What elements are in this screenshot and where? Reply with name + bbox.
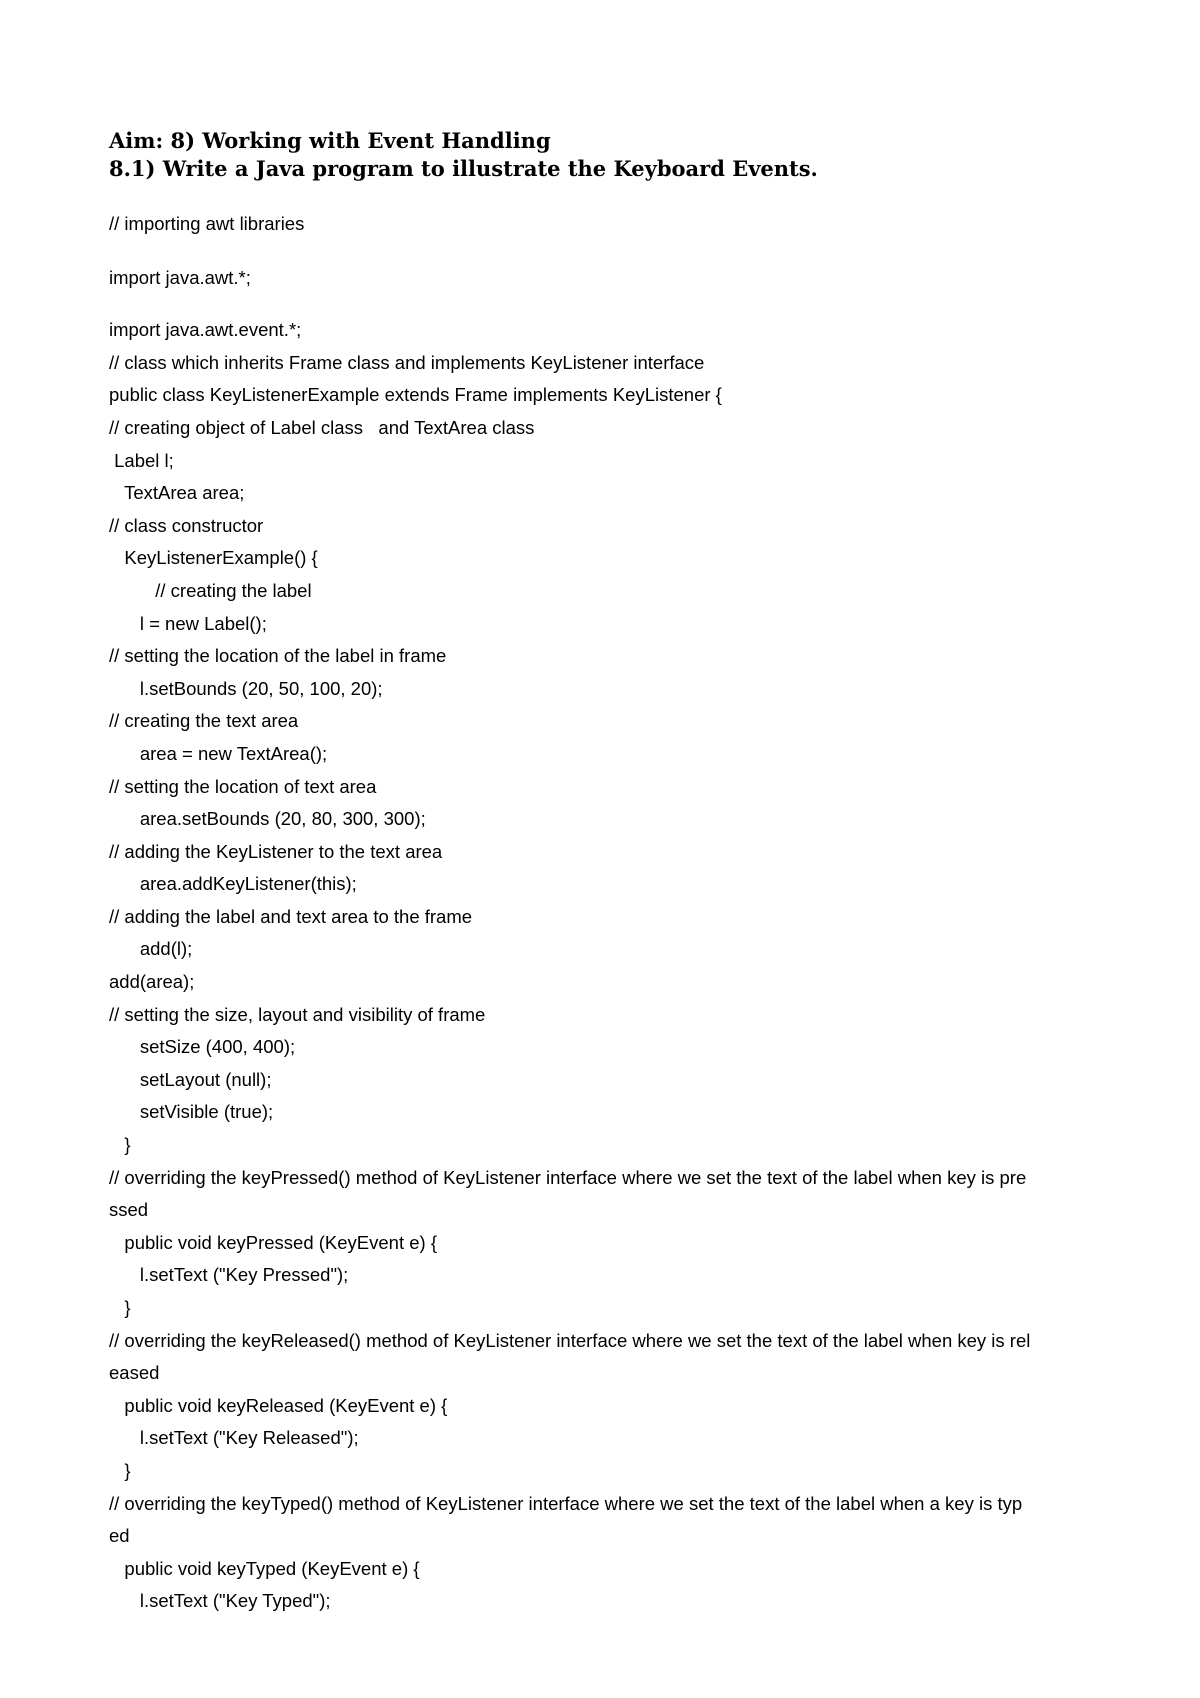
- code-line: add(area);: [109, 971, 195, 993]
- code-line: }: [109, 1134, 131, 1156]
- code-line: area.setBounds (20, 80, 300, 300);: [109, 808, 426, 830]
- code-line: import java.awt.*;: [109, 266, 251, 288]
- code-line: // overriding the keyTyped() method of KeyListener interface where we set the text of the label when a key is typ: [109, 1492, 1023, 1514]
- code-line: // setting the size, layout and visibility of frame: [109, 1003, 486, 1025]
- code-line: ssed: [109, 1199, 149, 1221]
- code-line: l.setText ("Key Typed");: [109, 1590, 331, 1612]
- code-line: l.setText ("Key Released");: [109, 1427, 359, 1449]
- code-line: public class KeyListenerExample extends Frame implements KeyListener {: [109, 384, 722, 406]
- code-line: TextArea area;: [109, 482, 245, 504]
- code-line: KeyListenerExample() {: [109, 547, 318, 569]
- code-line: area = new TextArea();: [109, 742, 328, 764]
- aim-heading: Aim: 8) Working with Event Handling: [109, 128, 551, 153]
- code-line: // overriding the keyReleased() method of KeyListener interface where we set the text of the label when key is rel: [109, 1329, 1031, 1351]
- code-line: l.setBounds (20, 50, 100, 20);: [109, 677, 383, 699]
- code-line: // setting the location of text area: [109, 775, 377, 797]
- code-line: // overriding the keyPressed() method of KeyListener interface where we set the text of the label when key is pre: [109, 1166, 1027, 1188]
- code-line: }: [109, 1297, 131, 1318]
- code-line: Label l;: [109, 449, 174, 471]
- code-line: // class constructor: [109, 514, 264, 536]
- code-line: public void keyPressed (KeyEvent e) {: [109, 1231, 438, 1253]
- code-line: import java.awt.event.*;: [109, 319, 302, 341]
- code-line: eased: [109, 1362, 160, 1384]
- code-line: l = new Label();: [109, 612, 267, 634]
- code-line: public void keyTyped (KeyEvent e) {: [109, 1557, 420, 1579]
- code-line: ed: [109, 1525, 130, 1547]
- code-line: // adding the KeyListener to the text area: [109, 840, 443, 862]
- code-line: setLayout (null);: [109, 1068, 272, 1090]
- task-heading: 8.1) Write a Java program to illustrate the Keyboard Events.: [109, 156, 818, 181]
- code-line: // class which inherits Frame class and implements KeyListener interface: [109, 351, 705, 373]
- code-line: // creating object of Label class and TextArea class: [109, 416, 535, 438]
- code-line: area.addKeyListener(this);: [109, 873, 357, 895]
- code-line: // importing awt libraries: [109, 213, 305, 234]
- code-line: // creating the text area: [109, 710, 299, 732]
- code-line: // adding the label and text area to the frame: [109, 905, 473, 927]
- code-line: }: [109, 1459, 131, 1481]
- code-listing: [109, 208, 1134, 1618]
- code-line: public void keyReleased (KeyEvent e) {: [109, 1394, 448, 1416]
- code-line: l.setText ("Key Pressed");: [109, 1264, 349, 1286]
- code-line: add(l);: [109, 938, 193, 960]
- code-line: setSize (400, 400);: [109, 1036, 296, 1058]
- code-line: // setting the location of the label in frame: [109, 645, 447, 667]
- code-line: setVisible (true);: [109, 1101, 274, 1123]
- code-line: // creating the label: [109, 579, 312, 601]
